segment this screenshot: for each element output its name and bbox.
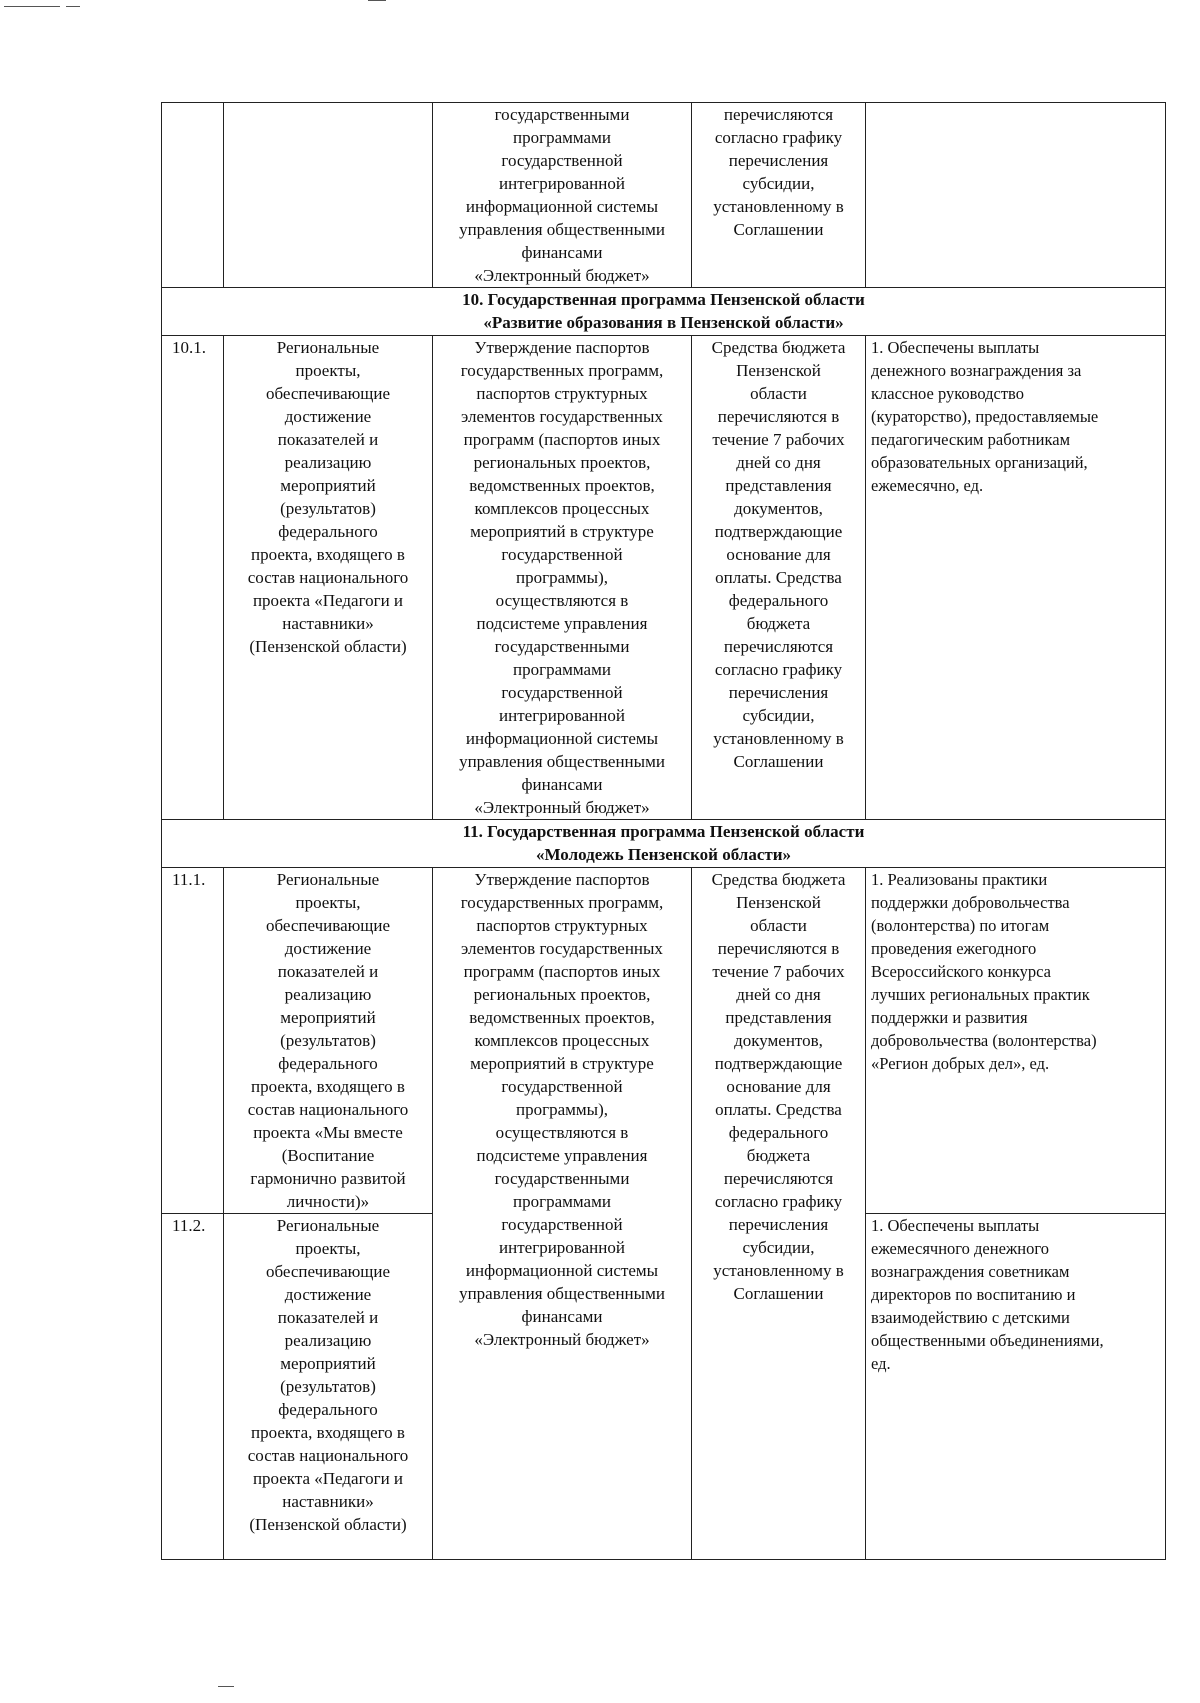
result-cell: 1. Обеспечены выплаты денежного вознаграждения за классное руководство (кураторство), предоставляемые педагогическим работникам образовательных организаций, ежемесячно, ед. [866,336,1166,820]
continuation-row [162,103,1166,288]
scan-mark-top-center [368,0,386,1]
funds-cell: Средства бюджета Пензенской области перечисляются в течение 7 рабочих дней со дня представления документов, подтверждающие основание для оплаты. Средства федерального бюджета перечисляются согласно графику перечисления субсидии, установленному в Соглашении [692,336,866,820]
project-cell: Региональные проекты, обеспечивающие достижение показателей и реализацию мероприятий (результатов) федерального проекта, входящего в состав национального проекта «Педагоги и наставники» (Пензенской области) [224,1214,433,1560]
section-heading-row [162,288,1166,336]
shared-procedure-cell: Утверждение паспортов государственных программ, паспортов структурных элементов государственных программ (паспортов иных региональных проектов, ведомственных проектов, комплексов процессных мероприятий в структуре государственной программы), осуществляются в подсистеме управления государственными программами государственной интегрированной информационной системы управления общественными финансами «Электронный бюджет» [433,868,692,1560]
programs-table [161,102,1166,1560]
procedure-cell: Утверждение паспортов государственных программ, паспортов структурных элементов государственных программ (паспортов иных региональных проектов, ведомственных проектов, комплексов процессных мероприятий в структуре государственной программы), осуществляются в подсистеме управления государственными программами государственной интегрированной информационной системы управления общественными финансами «Электронный бюджет» [433,336,692,820]
scan-mark-top-left [4,6,60,7]
continuation-funds-cell: перечисляются согласно графику перечисления субсидии, установленному в Соглашении [692,103,866,288]
table-row [162,336,1166,820]
result-cell: 1. Реализованы практики поддержки добровольчества (волонтерства) по итогам проведения ежегодного Всероссийского конкурса лучших региональных практик поддержки и развития добровольчества (волонтерства) «Регион добрых дел», ед. [866,868,1166,1214]
continuation-project-cell [224,103,433,288]
continuation-num-cell [162,103,224,288]
project-cell: Региональные проекты, обеспечивающие достижение показателей и реализацию мероприятий (результатов) федерального проекта, входящего в состав национального проекта «Педагоги и наставники» (Пензенской области) [224,336,433,820]
row-number: 11.2. [162,1214,224,1560]
continuation-result-cell [866,103,1166,288]
program-heading-10: 10. Государственная программа Пензенской области «Развитие образования в Пензенской области» [162,288,1166,336]
row-number: 10.1. [162,336,224,820]
continuation-procedure-cell: государственными программами государственной интегрированной информационной системы управления общественными финансами «Электронный бюджет» [433,103,692,288]
scan-mark-bottom [218,1686,234,1687]
row-number: 11.1. [162,868,224,1214]
program-heading-11: 11. Государственная программа Пензенской области «Молодежь Пензенской области» [162,820,1166,868]
shared-funds-cell: Средства бюджета Пензенской области перечисляются в течение 7 рабочих дней со дня представления документов, подтверждающие основание для оплаты. Средства федерального бюджета перечисляются согласно графику перечисления субсидии, установленному в Соглашении [692,868,866,1560]
result-cell: 1. Обеспечены выплаты ежемесячного денежного вознаграждения советникам директоров по воспитанию и взаимодействию с детскими общественными объединениями, ед. [866,1214,1166,1560]
section-heading-row [162,820,1166,868]
scan-mark-top-left-dash [66,6,80,7]
table-row [162,868,1166,1214]
project-cell: Региональные проекты, обеспечивающие достижение показателей и реализацию мероприятий (результатов) федерального проекта, входящего в состав национального проекта «Мы вместе (Воспитание гармонично развитой личности)» [224,868,433,1214]
